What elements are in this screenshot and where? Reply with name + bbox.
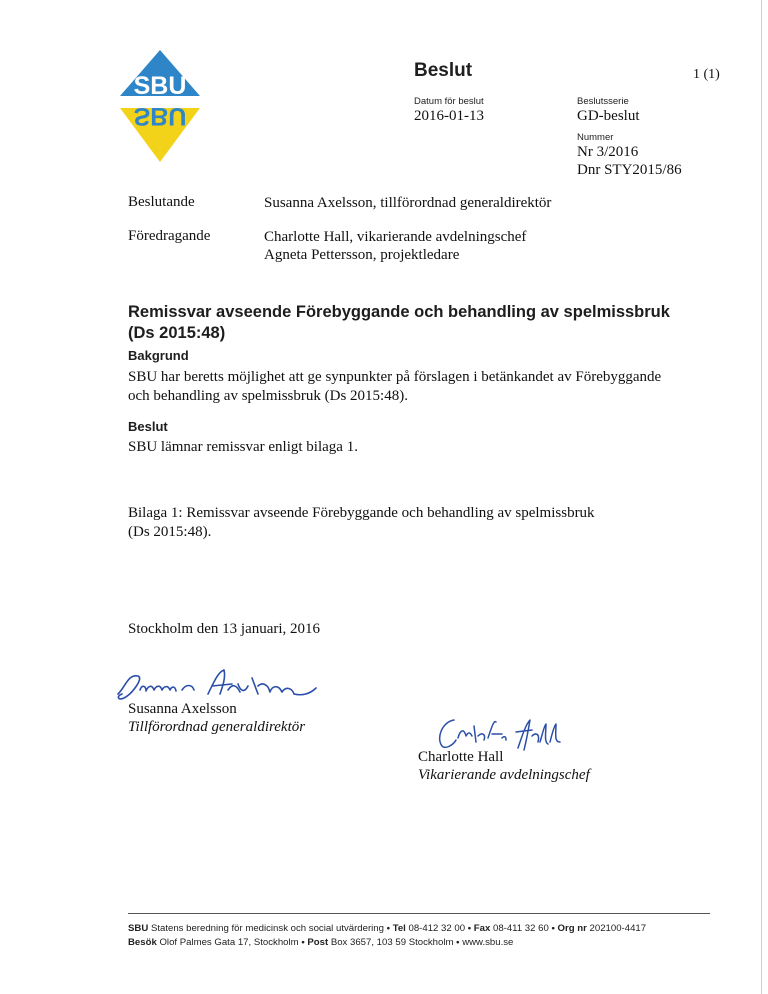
date-label: Datum för beslut bbox=[414, 96, 484, 107]
footer-visit-value: Olof Palmes Gata 17, Stockholm bbox=[159, 937, 299, 948]
sbu-logo bbox=[120, 50, 200, 162]
beslut-text: SBU lämnar remissvar enligt bilaga 1. bbox=[128, 439, 358, 455]
bakgrund-line-2: och behandling av spelmissbruk (Ds 2015:48). bbox=[128, 388, 408, 404]
bakgrund-line-1: SBU har beretts möjlighet att ge synpunkter på förslagen i betänkandet av Förebyggande bbox=[128, 369, 662, 385]
series-label: Beslutsserie bbox=[577, 96, 629, 107]
logo-bottom-text: SBU bbox=[133, 102, 187, 130]
number-label: Nummer bbox=[577, 132, 614, 143]
date-value: 2016-01-13 bbox=[414, 108, 484, 124]
footer-visit-label: Besök bbox=[128, 937, 157, 948]
logo-top-text: SBU bbox=[133, 72, 187, 100]
page-number: 1 (1) bbox=[693, 67, 720, 82]
footer-org-value: 202100-4417 bbox=[589, 923, 647, 934]
footer-web: www.sbu.se bbox=[462, 937, 514, 948]
title-line-2: (Ds 2015:48) bbox=[128, 324, 226, 342]
footer-bullet: • bbox=[301, 937, 305, 948]
bilaga-text bbox=[128, 504, 688, 542]
footer-bullet: • bbox=[386, 923, 391, 934]
page-edge bbox=[761, 0, 762, 994]
title-line-1: Remissvar avseende Förebyggande och behandling av spelmissbruk bbox=[128, 303, 670, 321]
foredragande-line-1: Charlotte Hall, vikarierande avdelningschef bbox=[264, 229, 527, 245]
footer-tel-label: Tel bbox=[392, 923, 406, 934]
bakgrund-heading: Bakgrund bbox=[128, 348, 189, 363]
footer-rule bbox=[128, 913, 710, 914]
footer-line-1 bbox=[128, 923, 646, 934]
footer-org-name: Statens beredning för medicinsk och social utvärdering bbox=[150, 923, 384, 934]
footer-tel-value: 08-412 32 00 bbox=[408, 923, 466, 934]
document-type: Beslut bbox=[414, 60, 473, 81]
footer-bullet: • bbox=[551, 923, 555, 934]
number-value: Nr 3/2016 bbox=[577, 144, 639, 160]
footer-bullet: • bbox=[456, 937, 460, 948]
footer-post-label: Post bbox=[307, 937, 329, 948]
beslutande-label: Beslutande bbox=[128, 194, 195, 210]
right-signatory-title: Vikarierande avdelningschef bbox=[418, 767, 590, 783]
beslut-heading: Beslut bbox=[128, 419, 168, 434]
series-value: GD-beslut bbox=[577, 108, 640, 124]
foredragande-line-2: Agneta Pettersson, projektledare bbox=[264, 247, 460, 263]
footer-org-label: Org nr bbox=[557, 923, 587, 934]
footer-bullet: • bbox=[467, 923, 472, 934]
footer-fax-value: 08-411 32 60 bbox=[492, 923, 549, 934]
beslutande-value: Susanna Axelsson, tillförordnad generaldirektör bbox=[264, 195, 552, 211]
footer-line-2 bbox=[128, 937, 513, 948]
footer-org-short: SBU bbox=[128, 923, 149, 934]
place-date: Stockholm den 13 januari, 2016 bbox=[128, 621, 321, 637]
left-signatory-title: Tillförordnad generaldirektör bbox=[128, 719, 306, 735]
right-signatory-name: Charlotte Hall bbox=[418, 749, 504, 765]
bilaga-line-2: (Ds 2015:48). bbox=[128, 524, 212, 540]
bilaga-line-1: Bilaga 1: Remissvar avseende Förebyggande och behandling av spelmissbruk bbox=[128, 505, 595, 521]
footer-fax-label: Fax bbox=[473, 923, 491, 934]
dnr-value: Dnr STY2015/86 bbox=[577, 162, 682, 178]
footer-post-value: Box 3657, 103 59 Stockholm bbox=[330, 937, 454, 948]
document-title bbox=[128, 302, 670, 344]
bakgrund-text bbox=[128, 368, 688, 406]
left-signatory-name: Susanna Axelsson bbox=[128, 701, 237, 717]
foredragande-label: Föredragande bbox=[128, 228, 211, 244]
